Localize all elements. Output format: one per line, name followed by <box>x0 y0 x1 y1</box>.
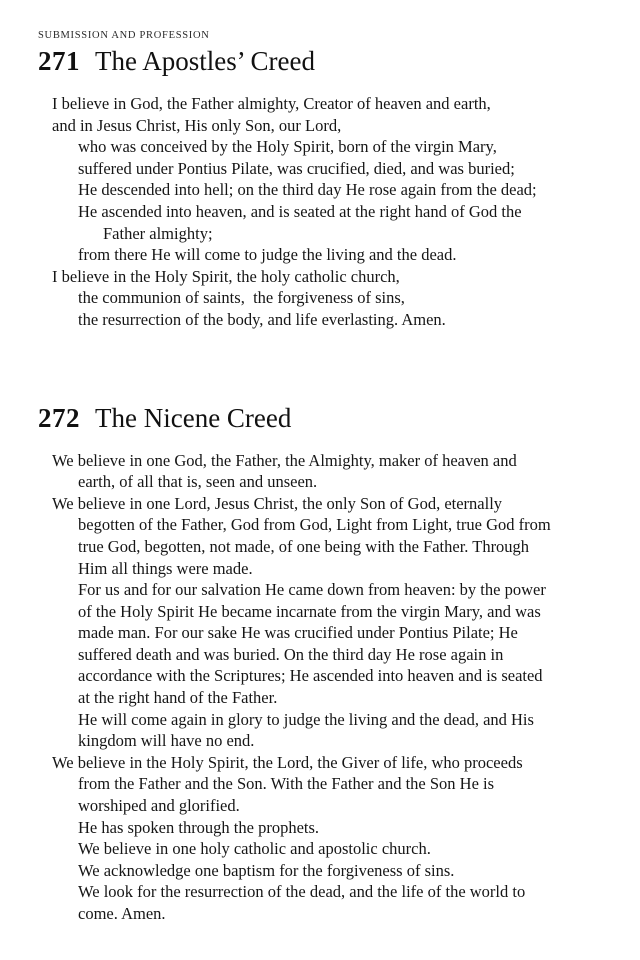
creed-line: and in Jesus Christ, His only Son, our Lord, <box>52 115 342 135</box>
creed-line: I believe in the Holy Spirit, the holy catholic church, <box>52 266 400 286</box>
section-number: 271 <box>38 46 80 76</box>
creed-line: come. Amen. <box>78 904 166 923</box>
creed-line: accordance with the Scriptures; He ascended into heaven and is seated <box>78 666 543 686</box>
creed-line: worshiped and glorified. <box>78 796 240 816</box>
creed-line: He will come again in glory to judge the living and the dead, and His <box>78 709 534 729</box>
section-apostles-creed <box>38 44 608 331</box>
creed-line: earth, of all that is, seen and unseen. <box>78 472 318 492</box>
creed-line: We believe in one Lord, Jesus Christ, the only Son of God, eternally <box>52 493 503 513</box>
section-heading <box>38 401 608 435</box>
creed-line: We look for the resurrection of the dead, and the life of the world to <box>78 882 526 902</box>
creed-line: He descended into hell; on the third day He rose again from the dead; <box>78 180 537 200</box>
creed-text <box>38 93 608 331</box>
creed-line: We acknowledge one baptism for the forgiveness of sins. <box>78 860 455 880</box>
creed-line: We believe in the Holy Spirit, the Lord, the Giver of life, who proceeds <box>52 752 523 772</box>
creed-line: For us and for our salvation He came down from heaven: by the power <box>78 580 546 600</box>
section-heading <box>38 44 608 78</box>
section-title: The Apostles’ Creed <box>95 46 315 76</box>
creed-line: kingdom will have no end. <box>78 731 255 751</box>
creed-line: the resurrection of the body, and life everlasting. Amen. <box>78 309 446 329</box>
creed-line: from the Father and the Son. With the Father and the Son He is <box>78 774 495 794</box>
creed-line: begotten of the Father, God from God, Light from Light, true God from <box>78 515 551 535</box>
creed-line: He has spoken through the prophets. <box>78 817 320 837</box>
creed-line: at the right hand of the Father. <box>78 688 278 708</box>
creed-line: made man. For our sake He was crucified under Pontius Pilate; He <box>78 623 518 643</box>
creed-line: true God, begotten, not made, of one being with the Father. Through <box>78 536 530 556</box>
creed-text <box>38 450 608 925</box>
creed-line: Him all things were made. <box>78 558 253 578</box>
creed-line: from there He will come to judge the living and the dead. <box>78 245 457 265</box>
creed-line: He ascended into heaven, and is seated at the right hand of God the <box>78 201 522 221</box>
creed-line: We believe in one holy catholic and apostolic church. <box>78 839 431 859</box>
creed-line: suffered under Pontius Pilate, was crucified, died, and was buried; <box>78 158 515 178</box>
creed-line: suffered death and was buried. On the third day He rose again in <box>78 644 504 664</box>
creed-line: I believe in God, the Father almighty, Creator of heaven and earth, <box>52 94 491 113</box>
section-title: The Nicene Creed <box>95 402 292 433</box>
creed-line: We believe in one God, the Father, the Almighty, maker of heaven and <box>52 450 517 470</box>
running-header: SUBMISSION AND PROFESSION <box>38 30 210 41</box>
creed-line: who was conceived by the Holy Spirit, born of the virgin Mary, <box>78 137 497 157</box>
creed-line: Father almighty; <box>103 223 213 243</box>
section-number: 272 <box>38 402 80 433</box>
creed-line: of the Holy Spirit He became incarnate from the virgin Mary, and was <box>78 601 541 621</box>
creed-line: the communion of saints, the forgiveness of sins, <box>78 288 405 308</box>
section-nicene-creed <box>38 401 608 925</box>
